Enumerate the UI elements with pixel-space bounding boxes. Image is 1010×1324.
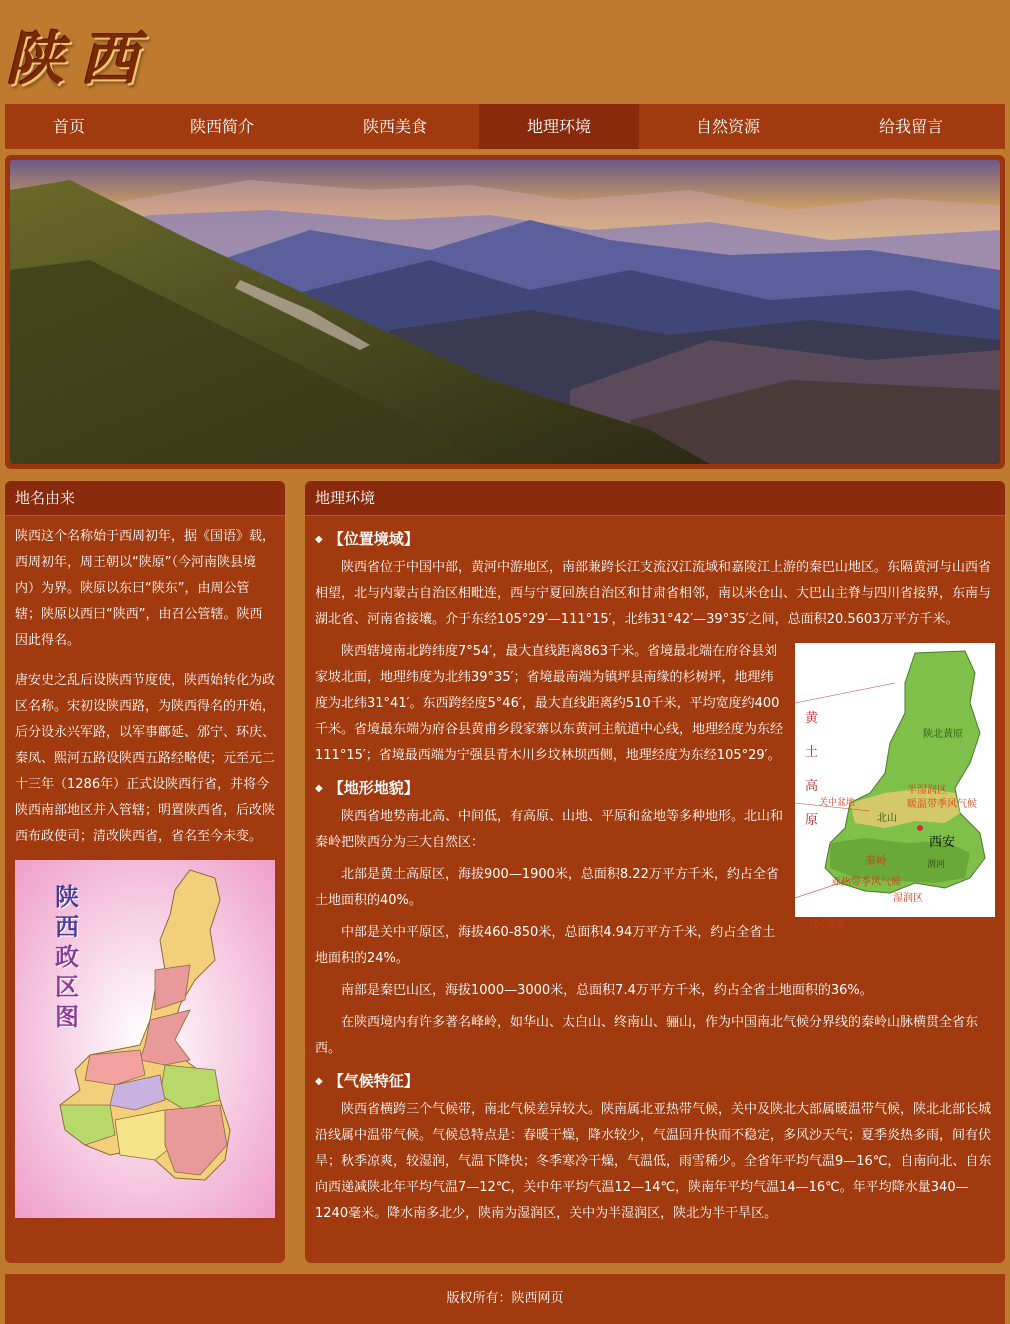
shaanxi-admin-map-image [15, 860, 275, 1218]
copyright-text: 版权所有：陕西网页 [446, 1291, 564, 1306]
admin-map-title-char: 区 [55, 972, 79, 1001]
mountain-landscape-image [10, 160, 1000, 464]
diamond-bullet-icon: ◆ [315, 783, 323, 794]
logo-char-1: 陕 [6, 25, 65, 93]
nav-item-guestbook[interactable]: 给我留言 [878, 117, 943, 136]
nav-item-geography[interactable]: 地理环境 [479, 104, 639, 149]
nav-item-home[interactable]: 首页 [52, 117, 85, 136]
nav-item-resources[interactable]: 自然资源 [695, 117, 760, 136]
right-panel-title: 地理环境 [305, 481, 1005, 516]
admin-map-title-char: 图 [55, 1002, 79, 1031]
section-title-terrain: ◆ 【地形地貌】 [315, 779, 419, 797]
terrain-map-image [795, 643, 995, 917]
admin-map-title-char: 政 [55, 942, 79, 971]
main-nav [5, 104, 1005, 149]
header [0, 0, 1010, 104]
map-label-climate2: 暖温带季风气候 [907, 799, 977, 810]
terrain-paragraph-2: 北部是黄土高原区，海拔900—1900米，总面积8.22万平方千米，约占全省土地面积的40%。 [315, 867, 779, 908]
name-origin-paragraph-2: 唐安史之乱后设陕西节度使，陕西始转化为政区名称。宋初设陕西路，为陕西得名的开始，后分设永兴军路，以军事鄜延、邠宁、环庆、秦凤、熙河五路设陕西五路经略使；元至元二十三年（1286年）正式设陕西行省，并将今陕西南部地区并入管辖；明置陕西省，后改陕西布政使司；清改陕西省，省名至今未变。 [15, 673, 276, 844]
admin-map-title [55, 882, 85, 1032]
terrain-paragraph-3: 中部是关中平原区，海拔460-850米，总面积4.94万平方千米，约占全省土地面积的24%。 [315, 925, 776, 966]
admin-map-title-char: 陕 [55, 882, 79, 911]
terrain-paragraph-1: 陕西省地势南北高、中间低，有高原、山地、平原和盆地等多种地形。北山和秦岭把陕西分为三大自然区： [315, 809, 784, 850]
map-label-xian: 西安 [929, 835, 956, 850]
terrain-paragraph-5: 在陕西境内有许多著名峰岭，如华山、太白山、终南山、骊山，作为中国南北气候分界线的秦岭山脉横贯全省东西。 [315, 1015, 979, 1056]
admin-map-title-char: 西 [55, 912, 79, 941]
section-title-climate: ◆ 【气候特征】 [315, 1072, 419, 1090]
nav-item-intro[interactable]: 陕西简介 [189, 117, 254, 136]
map-label-south-climate: 亚热带季风气候 [831, 877, 901, 888]
diamond-bullet-icon: ◆ [315, 1076, 323, 1087]
map-label-beishan: 北山 [877, 813, 897, 824]
site-logo[interactable] [6, 12, 156, 92]
section-title-location: ◆ 【位置境域】 [315, 530, 419, 548]
footer [5, 1274, 1005, 1324]
name-origin-paragraph-1: 陕西这个名称始于西周初年，据《国语》载，西周初年，周王朝以“陕原”（今河南陕县境内）为界。陕原以东曰“陕东”，由周公管辖；陕原以西曰“陕西”，由召公管辖。陕西因此得名。 [15, 529, 276, 648]
map-label-north-region: 陕北黄原 [923, 729, 963, 740]
location-paragraph-2: 陕西辖境南北跨纬度7°54′，最大直线距离863千米。省境最北端在府谷县刘家坡北面，地理纬度为北纬39°35′；省境最南端为镇坪县南缘的杉树坪，地理纬度为北纬31°41′。东西跨经度5°46′，最大直线距离约510千米，平均宽度约400千米。省境最东端为府谷县黄甫乡段家寨以东黄河主航道中心线，地理经度为东经111°15′；省境最西端为宁强县青木川乡坟林坝西侧，地理经度为东经105°29′。 [315, 644, 784, 763]
left-panel [5, 481, 285, 1263]
map-label-loess: 黄 土 高 原 [805, 711, 819, 828]
nav-item-food[interactable]: 陕西美食 [362, 117, 427, 136]
terrain-paragraph-4: 南部是秦巴山区，海拔1000—3000米，总面积7.4万平方千米，约占全省土地面积的36%。 [341, 983, 873, 998]
logo-char-2: 西 [80, 25, 139, 93]
map-label-guanzhong: 关中盆地 [819, 798, 856, 808]
left-panel-title: 地名由来 [5, 481, 285, 516]
map-label-climate1: 半湿润区 [907, 785, 947, 796]
location-paragraph-1: 陕西省位于中国中部，黄河中游地区，南部兼跨长江支流汉江流域和嘉陵江上游的秦巴山地区。东隔黄河与山西省相望，北与内蒙古自治区相毗连，西与宁夏回族自治区和甘肃省相邻，南以米仓山、大巴山主脊与四川省接界，东南与湖北省、河南省接壤。介于东经105°29′—111°15′，北纬31°42′—39°35′之间，总面积20.5603万平方千米。 [315, 560, 992, 627]
map-label-south-region: 湿润区 [893, 893, 923, 904]
right-panel [305, 481, 1005, 1263]
diamond-bullet-icon: ◆ [315, 534, 323, 545]
climate-paragraph-1: 陕西省横跨三个气候带，南北气候差异较大。陕南属北亚热带气候，关中及陕北大部属暖温带气候，陕北北部长城沿线属中温带气候。气候总特点是：春暖干燥，降水较少，气温回升快而不稳定，多风沙天气；夏季炎热多雨，间有伏旱；秋季凉爽，较湿润，气温下降快；冬季寒冷干燥，气温低，雨雪稀少。全省年平均气温9—16℃，自南向北、自东向西递减陕北年平均气温7—12℃，关中年平均气温12—14℃，陕南年平均气温14—16℃。年平均降水量340—1240毫米。降水南多北少，陕南为湿润区，关中为半湿润区，陕北为半干旱区。 [315, 1102, 992, 1221]
map-label-hanzhong: 汉中盆地 [809, 920, 846, 930]
banner [5, 155, 1005, 469]
map-label-qinling: 秦岭 [865, 854, 887, 867]
map-label-weihe: 渭河 [927, 860, 946, 870]
